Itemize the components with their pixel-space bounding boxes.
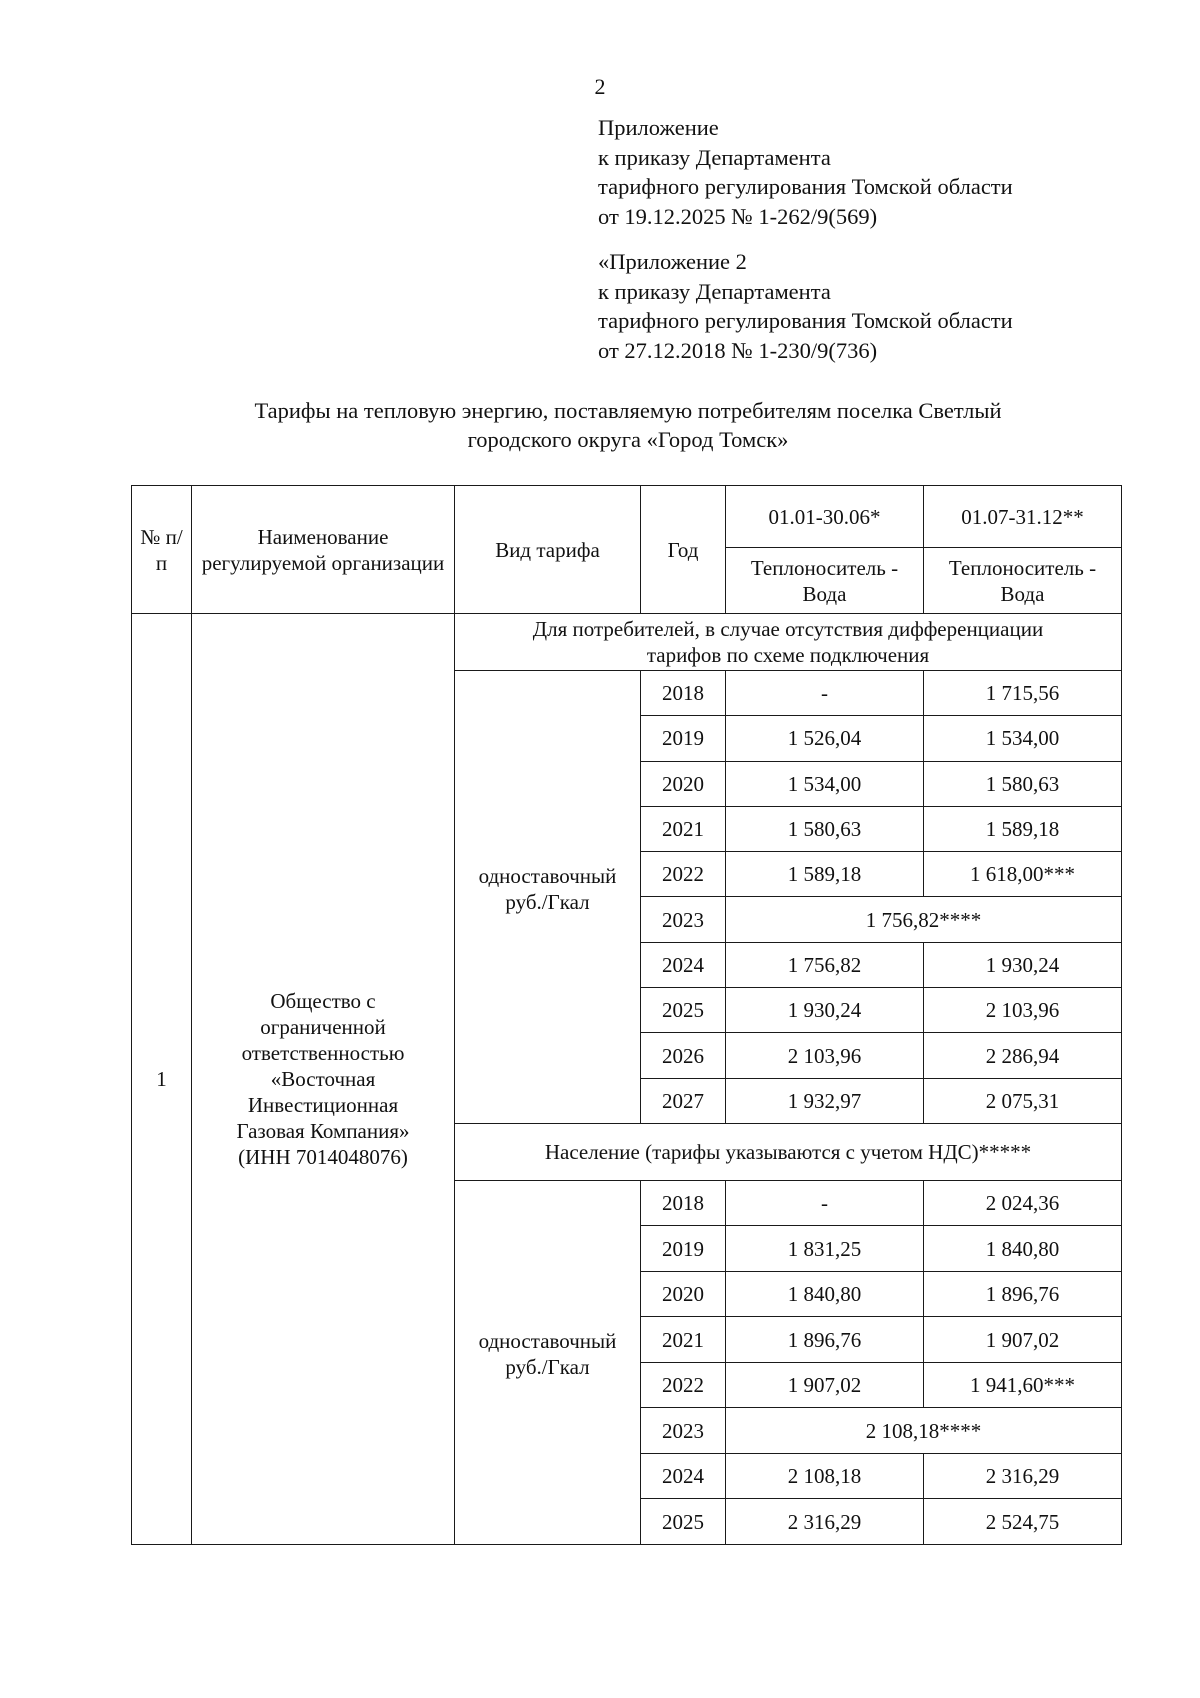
appendix-line: от 19.12.2025 № 1-262/9(569) — [598, 203, 878, 229]
tariff-h1-cell: 1 589,18 — [726, 852, 924, 897]
tariff-h2-cell: 2 103,96 — [924, 988, 1122, 1033]
organization-cell — [192, 614, 455, 1545]
tariff-h2-cell: 1 618,00*** — [924, 852, 1122, 897]
tariff-h1-cell: 1 907,02 — [726, 1362, 924, 1408]
tariff-merged-cell: 2 108,18**** — [726, 1408, 1122, 1454]
header-carrier-1: Теплоноситель - Вода — [726, 548, 924, 614]
year-cell: 2023 — [641, 1408, 726, 1454]
year-cell: 2024 — [641, 1453, 726, 1499]
appendix-line: тарифного регулирования Томской области — [598, 308, 1013, 333]
tariff-type-line: одноставочный — [478, 863, 617, 888]
header-year: Год — [641, 486, 726, 614]
organization-line: Газовая Компания» — [236, 1118, 410, 1143]
tariff-type-line: руб./Гкал — [505, 1355, 590, 1380]
tariff-h2-cell: 2 524,75 — [924, 1499, 1122, 1545]
tariff-h2-cell: 1 580,63 — [924, 761, 1122, 806]
tariff-h1-cell: 1 930,24 — [726, 988, 924, 1033]
section-2-title: Население (тарифы указываются с учетом НДС)***** — [455, 1123, 1122, 1180]
tariff-h2-cell: 2 316,29 — [924, 1453, 1122, 1499]
organization-line: Общество с — [270, 988, 376, 1013]
header-organization: Наименование регулируемой организации — [192, 486, 455, 614]
organization-line: Инвестиционная — [247, 1092, 399, 1117]
appendix-line: от 27.12.2018 № 1-230/9(736) — [598, 337, 878, 363]
section-1-title-row — [132, 614, 1122, 671]
year-cell: 2022 — [641, 852, 726, 897]
appendix-original-header — [598, 247, 1013, 365]
year-cell: 2026 — [641, 1033, 726, 1078]
year-cell: 2027 — [641, 1078, 726, 1123]
appendix-line: «Приложение 2 — [598, 249, 747, 274]
organization-line: (ИНН 7014048076) — [238, 1144, 408, 1169]
organization-line: ответственностью — [241, 1040, 405, 1065]
appendix-line: к приказу Департамента — [598, 278, 831, 304]
tariff-h1-cell: 1 756,82 — [726, 942, 924, 987]
tariff-h1-cell: 2 103,96 — [726, 1033, 924, 1078]
tariff-h1-cell: 2 108,18 — [726, 1453, 924, 1499]
tariff-h1-cell: 1 831,25 — [726, 1226, 924, 1272]
tariff-h2-cell: 2 024,36 — [924, 1180, 1122, 1226]
tariff-h2-cell: 1 941,60*** — [924, 1362, 1122, 1408]
title-line-2: городского округа «Город Томск» — [467, 427, 789, 452]
tariff-h2-cell: 1 907,02 — [924, 1317, 1122, 1363]
appendix-line: к приказу Департамента — [598, 144, 831, 170]
tariff-h1-cell: 1 526,04 — [726, 716, 924, 761]
appendix-line: Приложение — [598, 115, 719, 140]
row-number-cell: 1 — [132, 614, 192, 1545]
tariff-h1-cell: 1 932,97 — [726, 1078, 924, 1123]
year-cell: 2021 — [641, 1317, 726, 1363]
header-period-1: 01.01-30.06* — [726, 486, 924, 548]
tariff-h2-cell: 1 840,80 — [924, 1226, 1122, 1272]
year-cell: 2019 — [641, 1226, 726, 1272]
tariff-h2-cell: 1 589,18 — [924, 806, 1122, 851]
tariff-h2-cell: 1 896,76 — [924, 1271, 1122, 1317]
tariff-h1-cell: 1 896,76 — [726, 1317, 924, 1363]
year-cell: 2025 — [641, 988, 726, 1033]
document-title — [0, 396, 1200, 454]
tariff-h2-cell: 1 534,00 — [924, 716, 1122, 761]
organization-line: «Восточная — [270, 1066, 376, 1091]
year-cell: 2025 — [641, 1499, 726, 1545]
year-cell: 2022 — [641, 1362, 726, 1408]
tariff-table — [131, 485, 1122, 1545]
year-cell: 2020 — [641, 1271, 726, 1317]
header-tariff-type: Вид тарифа — [455, 486, 641, 614]
tariff-h1-cell: 1 580,63 — [726, 806, 924, 851]
page-number: 2 — [594, 74, 606, 99]
section-2-tariff-type — [455, 1180, 641, 1544]
section-1-title-line: Для потребителей, в случае отсутствия дифференциации — [532, 617, 1044, 641]
header-number: № п/п — [132, 486, 192, 614]
year-cell: 2020 — [641, 761, 726, 806]
tariff-h1-cell: - — [726, 1180, 924, 1226]
tariff-h2-cell: 1 715,56 — [924, 671, 1122, 716]
title-line-1: Тарифы на тепловую энергию, поставляемую потребителям поселка Светлый — [254, 398, 1002, 423]
year-cell: 2019 — [641, 716, 726, 761]
tariff-h2-cell: 2 075,31 — [924, 1078, 1122, 1123]
year-cell: 2023 — [641, 897, 726, 942]
appendix-current-header — [598, 113, 1013, 231]
tariff-h2-cell: 1 930,24 — [924, 942, 1122, 987]
section-1-tariff-type — [455, 671, 641, 1124]
tariff-type-line: одноставочный — [478, 1329, 617, 1354]
tariff-type-line: руб./Гкал — [505, 889, 590, 914]
header-row-1 — [132, 486, 1122, 548]
year-cell: 2024 — [641, 942, 726, 987]
year-cell: 2021 — [641, 806, 726, 851]
header-period-2: 01.07-31.12** — [924, 486, 1122, 548]
year-cell: 2018 — [641, 671, 726, 716]
tariff-h1-cell: 1 840,80 — [726, 1271, 924, 1317]
header-carrier-2: Теплоноситель - Вода — [924, 548, 1122, 614]
section-1-title — [455, 614, 1122, 671]
tariff-h1-cell: 1 534,00 — [726, 761, 924, 806]
year-cell: 2018 — [641, 1180, 726, 1226]
tariff-h1-cell: - — [726, 671, 924, 716]
tariff-h2-cell: 2 286,94 — [924, 1033, 1122, 1078]
organization-line: ограниченной — [260, 1014, 386, 1039]
tariff-merged-cell: 1 756,82**** — [726, 897, 1122, 942]
appendix-line: тарифного регулирования Томской области — [598, 174, 1013, 199]
section-1-title-line: тарифов по схеме подключения — [646, 643, 930, 667]
tariff-h1-cell: 2 316,29 — [726, 1499, 924, 1545]
